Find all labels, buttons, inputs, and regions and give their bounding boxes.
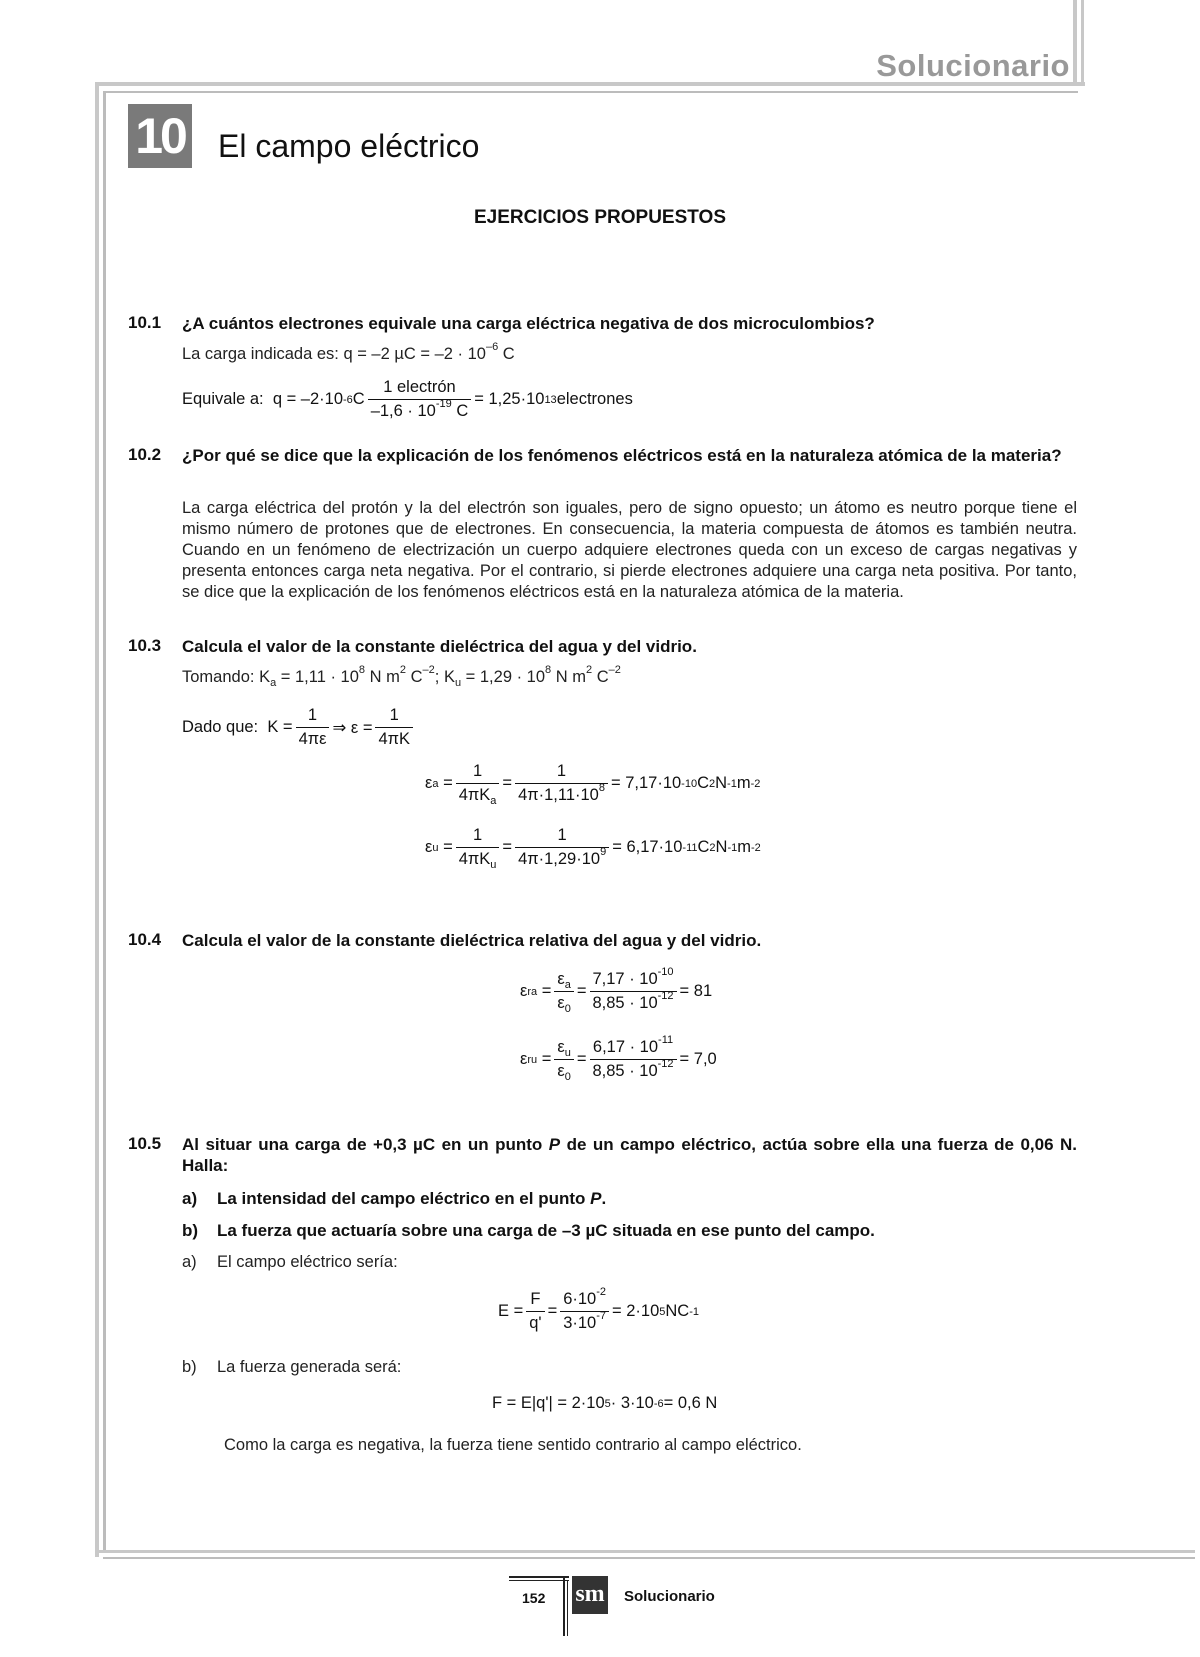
chapter-number: 10 [128,104,192,168]
equation-relative-water: ε ra = $\frac{\varepsilon_a}{\varepsilon_0}$ = $\frac{7,17 \cdot 10^{-10}}{8,85 \cdot 10^{-12}}$ = 81 [520,966,713,1015]
footer-rule-inner [509,1580,569,1581]
question-number: 10.5 [128,1134,162,1153]
answer-line: La fuerza generada será: [217,1358,402,1376]
equation-epsilon-glass: ε u = $\frac{1}{4\pi K_u}$ = $\frac{1}{4\pi\cdot 1,29\cdot 10^9}$ = 6,17·10 -11 C 2 N -1 m -2 [425,826,761,871]
equation-given: Dado que: K = $\frac{1}{4\pi\varepsilon}$ ⇒ ε = $\frac{1}{4\pi K}$ [182,706,416,749]
footer-rule [509,1576,569,1578]
frame-border-bottom [95,1550,1195,1553]
equation-relative-glass: ε ru = $\frac{\varepsilon_u}{\varepsilon_0}$ = $\frac{6,17 \cdot 10^{-11}}{8,85 \cdot 10^{-12}}$ = 7,0 [520,1034,717,1083]
header-brand: Solucionario [876,48,1070,83]
sub-question-text: La intensidad del campo eléctrico en el punto P. [217,1189,607,1208]
question-text: ¿Por qué se dice que la explicación de los fenómenos eléctricos está en la naturaleza atómica de la materia? [182,446,1062,465]
answer-paragraph: La carga eléctrica del protón y la del electrón son iguales, pero de signo opuesto; un átomo es neutro porque tiene el mismo número de protones que de electrones. En consecuencia, la materia compuesta de átomos es también neutra. Cuando en un fenómeno de electrización un cuerpo adquiere electrones queda con un exceso de cargas negativas y presenta entonces carga neta negativa. Por el contrario, si pierde electrones adquiere una carga neta positiva. Por tanto, se dice que la explicación de los fenómenos eléctricos está en la naturaleza atómica de la materia. [182,499,1077,601]
equation-field: E = $\frac{F}{q'}$ = $\frac{6\cdot 10^{-2}}{3\cdot 10^{-7}}$ = 2·10 5 NC -1 [498,1286,700,1332]
question-number: 10.3 [128,636,162,655]
equation-force: F = E|q'| = 2·10 5 · 3·10 -6 = 0,6 N [492,1394,718,1412]
answer-line: Tomando: $K_a = 1,11 \cdot 10^8$ N $m^2$ $C^{-2}$; $K_u = 1,29 \cdot 10^8$ N $m^2$ $C^{-2}$ [182,664,621,689]
question-text: ¿A cuántos electrones equivale una carga eléctrica negativa de dos microculombios? [182,314,875,333]
question-number: 10.2 [128,445,162,464]
footer-rule-vertical [563,1576,565,1636]
section-heading: EJERCICIOS PROPUESTOS [474,207,726,228]
question-text: Calcula el valor de la constante dieléctrica relativa del agua y del vidrio. [182,931,762,950]
equation-epsilon-water: ε a = $\frac{1}{4\pi K_a}$ = $\frac{1}{4\pi\cdot 1,11\cdot 10^8}$ = 7,17·10 -10 C 2 N -1 m -2 [425,762,761,807]
conclusion-text: Como la carga es negativa, la fuerza tiene sentido contrario al campo eléctrico. [224,1436,802,1454]
frame-border-left-inner [103,91,106,1551]
publisher-logo: sm [572,1576,608,1614]
answer-label: b) [182,1358,197,1376]
footer-rule-vertical-inner [567,1580,568,1636]
sub-question-label: a) [182,1189,198,1208]
chapter-title: El campo eléctrico [218,128,480,164]
answer-line: La carga indicada es: q = –2 $\mu C = -2 \cdot 10^{-6}$ C [182,341,515,363]
frame-border-right-inner [1081,0,1084,86]
answer-label: a) [182,1253,197,1271]
answer-line: El campo eléctrico sería: [217,1253,398,1271]
page-number: 152 [522,1590,546,1606]
question-text: Calcula el valor de la constante dieléctrica del agua y del vidrio. [182,637,697,656]
frame-border-bottom-inner [103,1557,1195,1559]
footer-brand: Solucionario [624,1588,715,1605]
sub-question-text: La fuerza que actuaría sobre una carga de –3 µC situada en ese punto del campo. [217,1221,875,1240]
frame-border-left [95,82,99,1557]
question-number: 10.4 [128,930,162,949]
question-number: 10.1 [128,313,162,332]
frame-border-top-inner [103,91,1078,93]
question-text: Al situar una carga de +0,3 µC en un punto P de un campo eléctrico, actúa sobre ella una fuerza de 0,06 N. Halla: [182,1135,1077,1175]
sub-question-label: b) [182,1221,199,1240]
equation-electrons: Equivale a: q = –2·10 -6 C $\frac{\text{1 electrón}}{-1,6 \cdot 10^{-19} C}$ = 1,25·10 13 electrones [182,378,633,420]
frame-border-right [1073,0,1077,86]
